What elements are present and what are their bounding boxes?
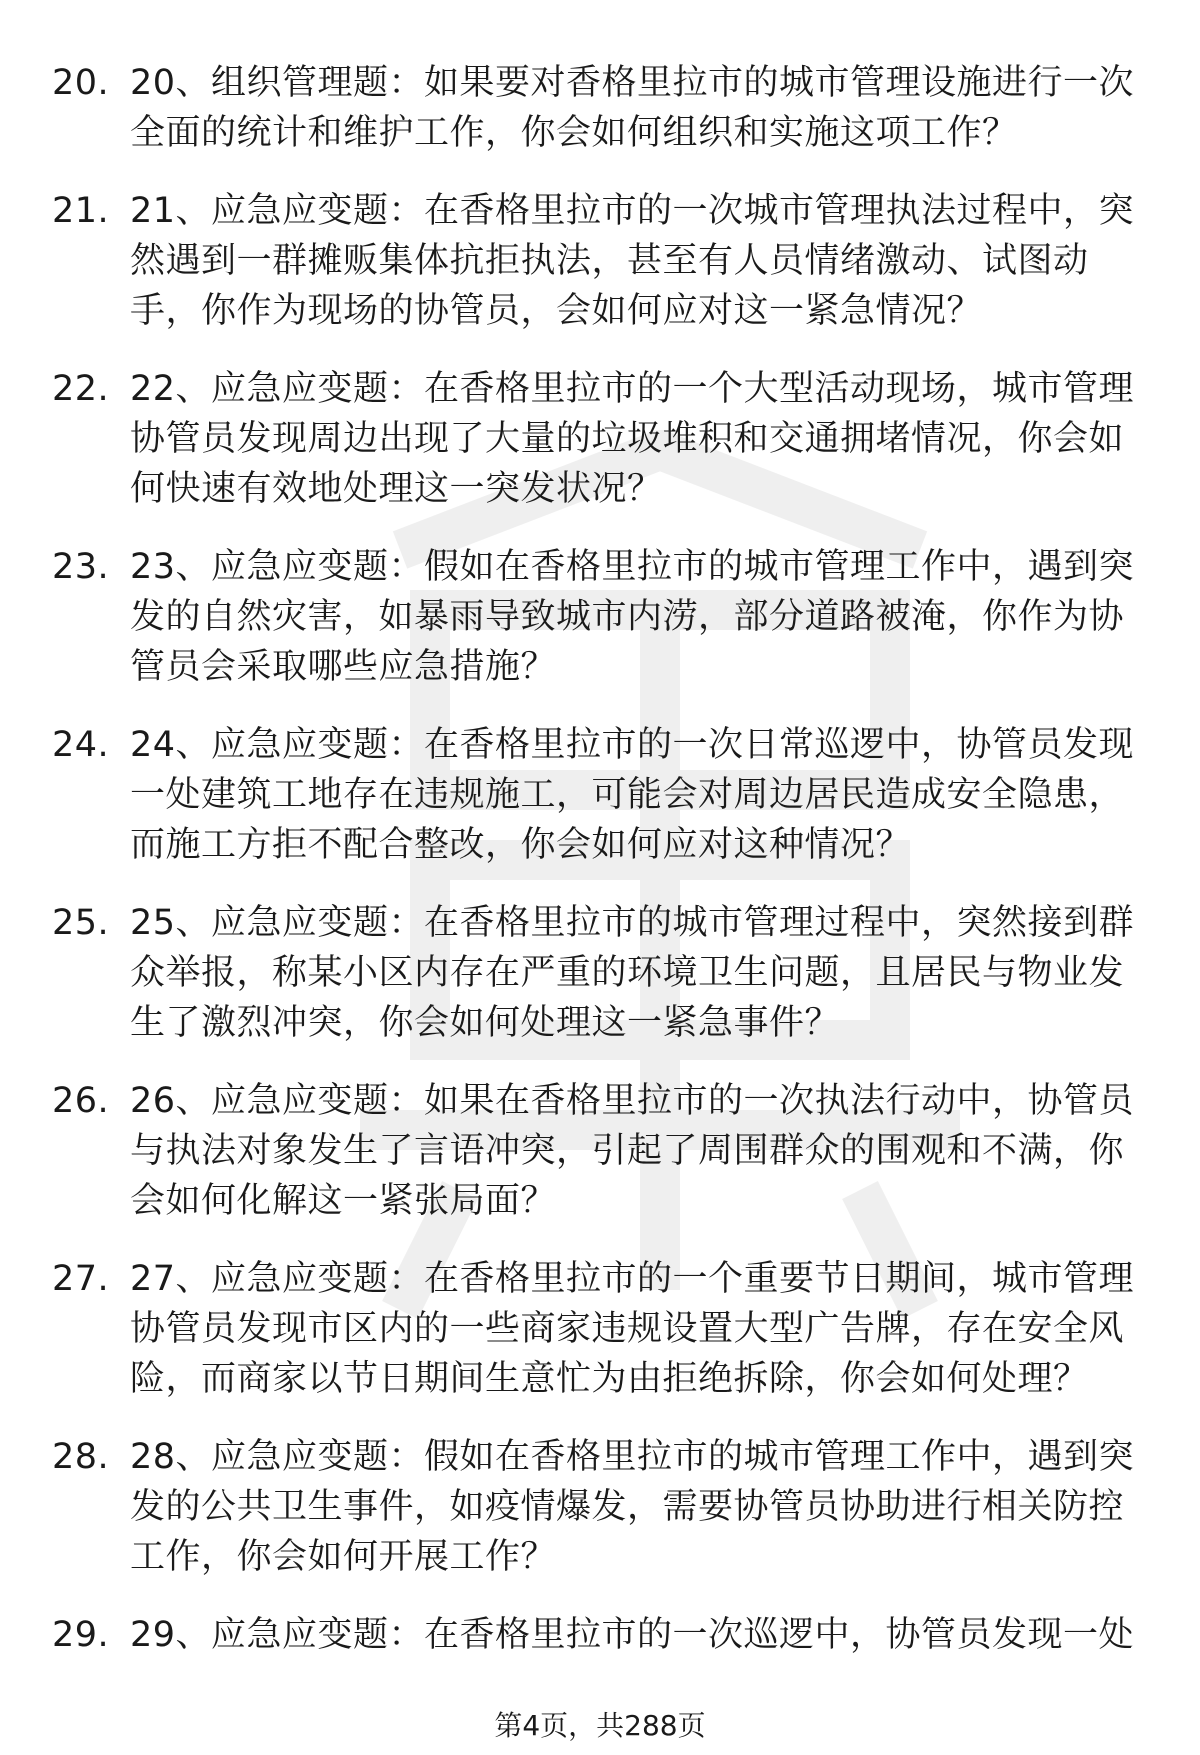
question-text: 26、应急应变题：如果在香格里拉市的一次执法行动中，协管员与执法对象发生了言语冲突，引起了周围群众的围观和不满，你会如何化解这一紧张局面？ bbox=[130, 1081, 1135, 1221]
question-number: 24. bbox=[52, 725, 110, 765]
list-item bbox=[0, 720, 1200, 870]
list-item bbox=[0, 1076, 1200, 1226]
question-number: 21. bbox=[52, 191, 110, 231]
question-text: 22、应急应变题：在香格里拉市的一个大型活动现场，城市管理协管员发现周边出现了大量的垃圾堆积和交通拥堵情况，你会如何快速有效地处理这一突发状况？ bbox=[130, 369, 1135, 509]
question-text: 27、应急应变题：在香格里拉市的一个重要节日期间，城市管理协管员发现市区内的一些商家违规设置大型广告牌，存在安全风险，而商家以节日期间生意忙为由拒绝拆除，你会如何处理？ bbox=[130, 1259, 1135, 1399]
question-number: 20. bbox=[52, 63, 110, 103]
list-item bbox=[0, 898, 1200, 1048]
list-item bbox=[0, 186, 1200, 336]
question-number: 23. bbox=[52, 547, 110, 587]
question-list bbox=[0, 58, 1200, 1688]
list-item bbox=[0, 1432, 1200, 1582]
question-text: 28、应急应变题：假如在香格里拉市的城市管理工作中，遇到突发的公共卫生事件，如疫情爆发，需要协管员协助进行相关防控工作，你会如何开展工作？ bbox=[130, 1437, 1135, 1577]
list-item bbox=[0, 58, 1200, 158]
question-number: 26. bbox=[52, 1081, 110, 1121]
question-number: 22. bbox=[52, 369, 110, 409]
question-number: 29. bbox=[52, 1615, 110, 1655]
list-item bbox=[0, 364, 1200, 514]
question-text: 21、应急应变题：在香格里拉市的一次城市管理执法过程中，突然遇到一群摊贩集体抗拒执法，甚至有人员情绪激动、试图动手，你作为现场的协管员，会如何应对这一紧急情况？ bbox=[130, 191, 1135, 331]
question-number: 27. bbox=[52, 1259, 110, 1299]
question-text: 20、组织管理题：如果要对香格里拉市的城市管理设施进行一次全面的统计和维护工作，你会如何组织和实施这项工作？ bbox=[130, 63, 1135, 153]
question-number: 28. bbox=[52, 1437, 110, 1477]
question-text: 24、应急应变题：在香格里拉市的一次日常巡逻中，协管员发现一处建筑工地存在违规施工，可能会对周边居民造成安全隐患，而施工方拒不配合整改，你会如何应对这种情况？ bbox=[130, 725, 1135, 865]
list-item bbox=[0, 542, 1200, 692]
list-item bbox=[0, 1254, 1200, 1404]
list-item bbox=[0, 1610, 1200, 1660]
question-text: 23、应急应变题：假如在香格里拉市的城市管理工作中，遇到突发的自然灾害，如暴雨导致城市内涝，部分道路被淹，你作为协管员会采取哪些应急措施？ bbox=[130, 547, 1135, 687]
page-number-footer: 第4页，共288页 bbox=[494, 1709, 706, 1742]
question-text: 25、应急应变题：在香格里拉市的城市管理过程中，突然接到群众举报，称某小区内存在严重的环境卫生问题，且居民与物业发生了激烈冲突，你会如何处理这一紧急事件？ bbox=[130, 903, 1135, 1043]
question-number: 25. bbox=[52, 903, 110, 943]
question-text: 29、应急应变题：在香格里拉市的一次巡逻中，协管员发现一处 bbox=[130, 1615, 1135, 1655]
